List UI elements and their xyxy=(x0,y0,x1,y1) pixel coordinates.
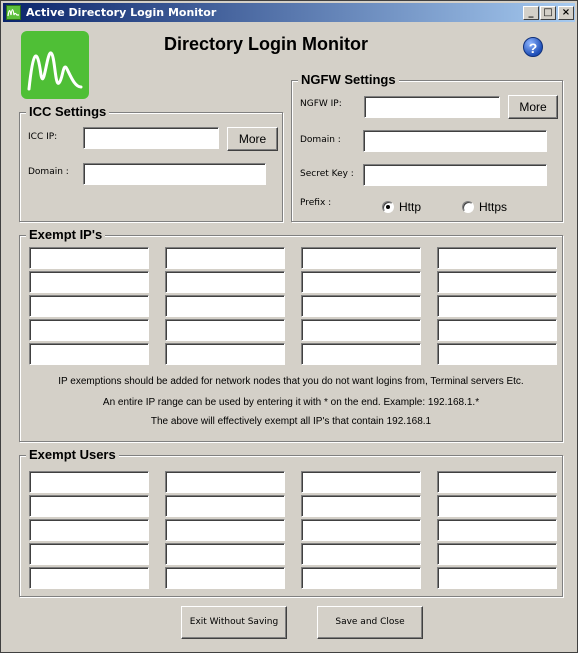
exempt-user-field[interactable] xyxy=(165,543,285,565)
exit-without-saving-button[interactable]: Exit Without Saving xyxy=(181,606,287,639)
icc-ip-label: ICC IP: xyxy=(28,132,58,142)
exempt-ips-legend: Exempt IP's xyxy=(26,227,105,242)
exempt-ip-note-2: An entire IP range can be used by entering it with * on the end. Example: 192.168.1.* xyxy=(102,397,480,408)
exempt-ip-field[interactable] xyxy=(29,319,149,341)
page-title: Directory Login Monitor xyxy=(164,34,368,54)
maximize-button[interactable]: □ xyxy=(540,6,556,20)
exempt-ip-field[interactable] xyxy=(437,295,557,317)
exempt-ip-field[interactable] xyxy=(165,319,285,341)
exempt-user-field[interactable] xyxy=(29,519,149,541)
icc-settings-legend: ICC Settings xyxy=(26,104,109,119)
exempt-ip-field[interactable] xyxy=(301,271,421,293)
exempt-user-field[interactable] xyxy=(437,567,557,589)
ngfw-secret-key-input[interactable] xyxy=(363,164,547,186)
ngfw-ip-label: NGFW IP: xyxy=(300,99,342,109)
exempt-user-field[interactable] xyxy=(29,567,149,589)
exempt-user-field[interactable] xyxy=(165,519,285,541)
ngfw-ip-input[interactable] xyxy=(364,96,500,118)
exempt-user-field[interactable] xyxy=(301,543,421,565)
exempt-ip-field[interactable] xyxy=(301,247,421,269)
exempt-user-field[interactable] xyxy=(165,567,285,589)
save-and-close-button[interactable]: Save and Close xyxy=(317,606,423,639)
exempt-ip-field[interactable] xyxy=(165,247,285,269)
ngfw-settings-legend: NGFW Settings xyxy=(298,72,399,87)
exempt-user-field[interactable] xyxy=(165,495,285,517)
exempt-ip-field[interactable] xyxy=(437,247,557,269)
exempt-user-field[interactable] xyxy=(301,519,421,541)
exempt-user-field[interactable] xyxy=(301,495,421,517)
exempt-ip-field[interactable] xyxy=(165,343,285,365)
exempt-ip-field[interactable] xyxy=(301,343,421,365)
exempt-ip-field[interactable] xyxy=(29,247,149,269)
icc-more-button[interactable]: More xyxy=(227,127,278,151)
exempt-user-field[interactable] xyxy=(301,471,421,493)
green-waveform-logo xyxy=(21,31,89,99)
window-title: Active Directory Login Monitor xyxy=(26,6,217,19)
minimize-button[interactable]: _ xyxy=(523,6,539,20)
exempt-users-grid xyxy=(29,471,557,589)
exempt-ip-note-3: The above will effectively exempt all IP's that contain 192.168.1 xyxy=(150,416,432,427)
ngfw-domain-label: Domain : xyxy=(300,135,341,145)
icc-domain-label: Domain : xyxy=(28,167,69,177)
exempt-ip-field[interactable] xyxy=(165,271,285,293)
exempt-user-field[interactable] xyxy=(29,471,149,493)
radio-selected-dot xyxy=(386,205,390,209)
prefix-https-radio[interactable] xyxy=(462,201,474,213)
exempt-ip-field[interactable] xyxy=(437,319,557,341)
help-icon[interactable]: ? xyxy=(523,37,543,57)
exempt-user-field[interactable] xyxy=(437,495,557,517)
exempt-ip-field[interactable] xyxy=(29,271,149,293)
ngfw-secret-key-label: Secret Key : xyxy=(300,169,354,179)
ngfw-domain-input[interactable] xyxy=(363,130,547,152)
exempt-ips-grid xyxy=(29,247,557,365)
exempt-user-field[interactable] xyxy=(437,519,557,541)
prefix-https-label[interactable]: Https xyxy=(479,200,508,214)
exempt-ip-field[interactable] xyxy=(29,343,149,365)
ngfw-prefix-label: Prefix : xyxy=(300,198,332,208)
exempt-user-field[interactable] xyxy=(29,495,149,517)
icc-ip-input[interactable] xyxy=(83,127,219,149)
exempt-user-field[interactable] xyxy=(437,471,557,493)
close-button[interactable]: × xyxy=(558,6,574,20)
exempt-ip-field[interactable] xyxy=(437,271,557,293)
app-waveform-icon xyxy=(6,5,21,20)
exempt-ip-note-1: IP exemptions should be added for network nodes that you do not want logins from, Terminal servers Etc. xyxy=(58,376,524,387)
icc-domain-input[interactable] xyxy=(83,163,266,185)
exempt-user-field[interactable] xyxy=(301,567,421,589)
exempt-users-legend: Exempt Users xyxy=(26,447,119,462)
exempt-user-field[interactable] xyxy=(437,543,557,565)
prefix-http-label[interactable]: Http xyxy=(399,200,422,214)
title-bar[interactable] xyxy=(3,3,575,22)
ngfw-more-button[interactable]: More xyxy=(508,95,558,119)
exempt-user-field[interactable] xyxy=(165,471,285,493)
exempt-ip-field[interactable] xyxy=(437,343,557,365)
exempt-ip-field[interactable] xyxy=(301,295,421,317)
exempt-user-field[interactable] xyxy=(29,543,149,565)
exempt-ip-field[interactable] xyxy=(29,295,149,317)
exempt-ip-field[interactable] xyxy=(165,295,285,317)
prefix-http-radio[interactable] xyxy=(382,201,394,213)
exempt-ip-field[interactable] xyxy=(301,319,421,341)
